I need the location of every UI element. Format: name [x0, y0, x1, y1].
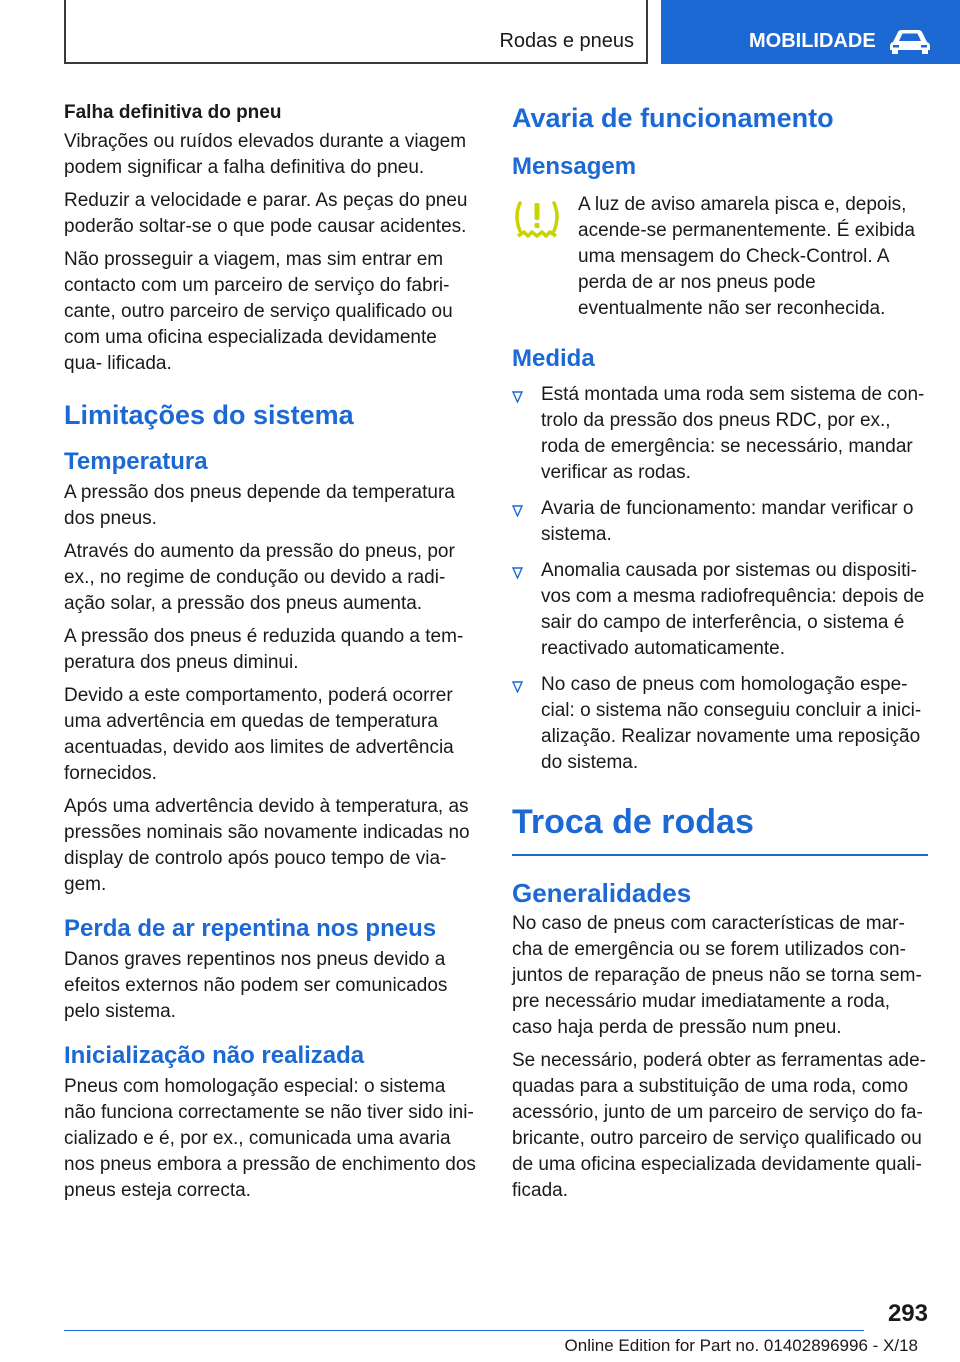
bullet-triangle-icon: [512, 391, 523, 403]
chapter-tab[interactable]: [661, 0, 960, 64]
heading-generalidades: Generalidades: [512, 878, 692, 908]
right-column: [512, 100, 928, 1211]
bullet-triangle-icon: [512, 567, 523, 579]
left-column: [64, 100, 478, 1211]
heading-falha: Falha definitiva do pneu: [64, 102, 282, 123]
heading-troca: Troca de rodas: [512, 803, 754, 841]
car-icon: [887, 28, 933, 54]
paragraph: Não prosseguir a viagem, mas sim entrar em contacto com um parceiro de serviço do fabri- cante, outro parceiro de serviço qualificado ou com uma oficina especializada devidamente qua- lificada.: [64, 249, 453, 374]
message-block: [512, 192, 928, 322]
heading-perda: Perda de ar repentina nos pneus: [64, 915, 437, 942]
bullet-triangle-icon: [512, 681, 523, 693]
heading-mensagem: Mensagem: [512, 153, 637, 180]
footer-edition: Online Edition for Part no. 01402896996 - X/18: [564, 1336, 918, 1355]
heading-limitacoes: Limitações do sistema: [64, 400, 354, 430]
paragraph: Através do aumento da pressão do pneus, por ex., no regime de condução ou devido a radi- ação solar, a pressão dos pneus aumenta.: [64, 541, 455, 614]
footer-divider: [64, 1330, 864, 1331]
heading-inicializacao: Inicialização não realizada: [64, 1042, 365, 1069]
paragraph: No caso de pneus com características de mar- cha de emergência ou se forem utilizados con- juntos de reparação de pneus não se torna sem- pre necessário mudar imediatamente a roda, caso haja perda de pressão num pneu.: [512, 913, 922, 1038]
list-item: Avaria de funcionamento: mandar verificar o sistema.: [512, 496, 928, 548]
list-item: Anomalia causada por sistemas ou dispositi- vos com a mesma radiofrequência: depois de sair do campo de interferência, o sistema é reactivado automaticamente.: [512, 558, 928, 662]
measure-list: [512, 382, 928, 776]
paragraph: Pneus com homologação especial: o sistema não funciona correctamente se não tiver sido ini- cializado e é, por ex., comunicada uma avaria nos pneus embora a pressão de enchimento dos pneus esteja correcta.: [64, 1076, 476, 1201]
heading-medida: Medida: [512, 345, 595, 372]
paragraph: A pressão dos pneus é reduzida quando a tem- peratura dos pneus diminui.: [64, 626, 464, 673]
paragraph: Se necessário, poderá obter as ferramentas ade- quadas para a substituição de uma roda, como acessório, junto de um parceiro de serviço do fa- bricante, outro parceiro de serviço qualificado ou de uma oficina especializada devidamente quali- ficada.: [512, 1050, 927, 1201]
list-item: No caso de pneus com homologação espe- cial: o sistema não conseguiu concluir a inici- alização. Realizar novamente uma reposição do sistema.: [512, 672, 928, 776]
paragraph: Vibrações ou ruídos elevados durante a viagem podem significar a falha definitiva do pneu.: [64, 131, 467, 178]
header-section: [64, 0, 648, 64]
tire-pressure-warning-icon: [512, 198, 562, 242]
paragraph: Devido a este comportamento, poderá ocorrer uma advertência em quedas de temperatura acentuadas, devido aos limites de advertência fornecidos.: [64, 685, 454, 784]
section-divider: [512, 854, 928, 856]
paragraph: A pressão dos pneus depende da temperatura dos pneus.: [64, 482, 455, 529]
heading-avaria: Avaria de funcionamento: [512, 103, 834, 133]
paragraph: Danos graves repentinos nos pneus devido a efeitos externos não podem ser comunicados pelo sistema.: [64, 949, 448, 1022]
paragraph: A luz de aviso amarela pisca e, depois, acende-se permanentemente. É exibida uma mensagem do Check-Control. A perda de ar nos pneus pode eventualmente não ser reconhecida.: [578, 194, 915, 319]
bullet-triangle-icon: [512, 505, 523, 517]
heading-temperatura: Temperatura: [64, 448, 208, 475]
page-number: 293: [887, 1300, 928, 1327]
chapter-title: MOBILIDADE: [749, 30, 876, 52]
paragraph: Após uma advertência devido à temperatura, as pressões nominais são novamente indicadas no display de controlo após pouco tempo de via- gem.: [64, 796, 470, 895]
paragraph: Reduzir a velocidade e parar. As peças do pneu poderão soltar-se o que pode causar acidentes.: [64, 190, 468, 237]
list-item: Está montada uma roda sem sistema de con- trolo da pressão dos pneus RDC, por ex., roda de emergência: se necessário, mandar verificar as rodas.: [512, 382, 928, 486]
section-title: Rodas e pneus: [499, 30, 634, 52]
